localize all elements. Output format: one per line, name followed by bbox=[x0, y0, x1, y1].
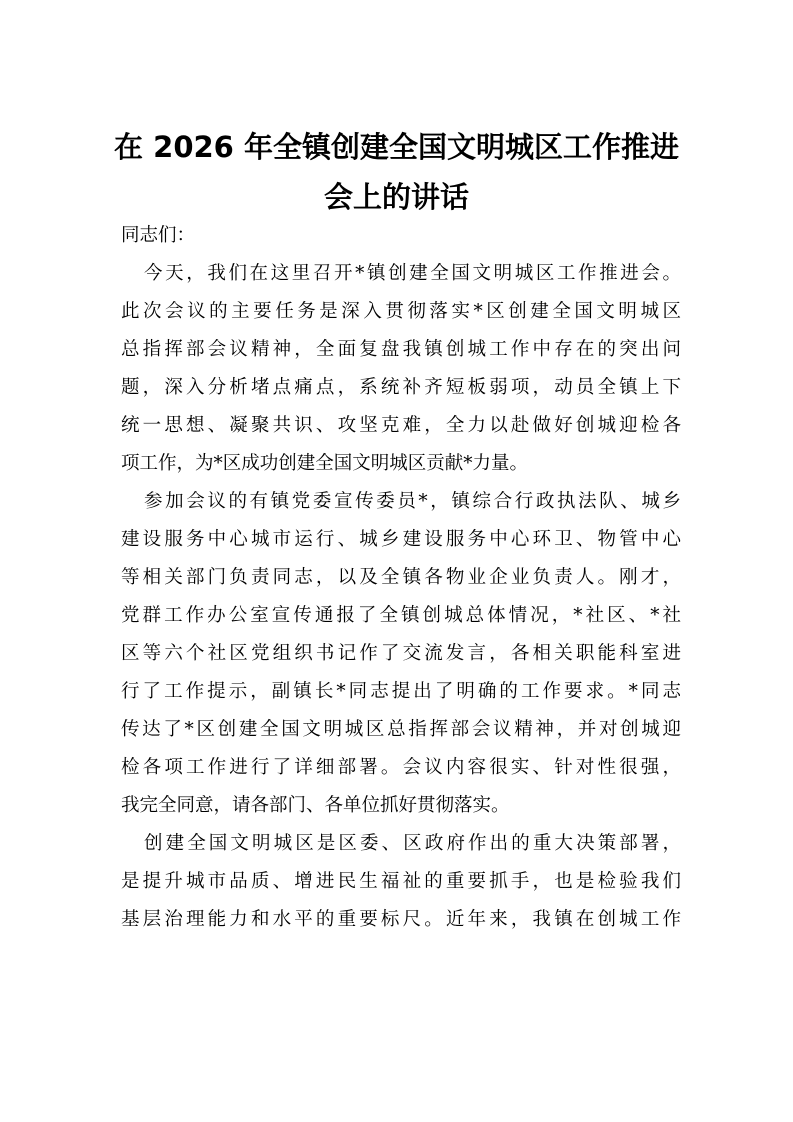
paragraph-1-line-4: 题，深入分析堵点痛点，系统补齐短板弱项，动员全镇上下 bbox=[121, 377, 681, 398]
paragraph-2-line-2: 建设服务中心城市运行、城乡建设服务中心环卫、物管中心 bbox=[121, 529, 681, 550]
paragraph-1-line-6: 项工作，为*区成功创建全国文明城区贡献*力量。 bbox=[121, 453, 529, 474]
paragraph-2-line-8: 检各项工作进行了详细部署。会议内容很实、针对性很强， bbox=[121, 757, 681, 778]
paragraph-2-line-9: 我完全同意，请各部门、各单位抓好贯彻落实。 bbox=[121, 795, 510, 816]
paragraph-1-line-3: 总指挥部会议精神，全面复盘我镇创城工作中存在的突出问 bbox=[121, 339, 681, 360]
document-title-line-2: 会上的讲话 bbox=[323, 180, 469, 214]
paragraph-2-line-5: 区等六个社区党组织书记作了交流发言，各相关职能科室进 bbox=[121, 643, 681, 664]
paragraph-2-line-4: 党群工作办公室宣传通报了全镇创城总体情况，*社区、*社 bbox=[121, 605, 681, 626]
paragraph-1-line-5: 统一思想、凝聚共识、攻坚克难，全力以赴做好创城迎检各 bbox=[121, 415, 681, 436]
paragraph-2-line-6: 行了工作提示，副镇长*同志提出了明确的工作要求。*同志 bbox=[121, 681, 681, 702]
paragraph-2-line-1: 参加会议的有镇党委宣传委员*，镇综合行政执法队、城乡 bbox=[144, 491, 681, 512]
paragraph-2-line-7: 传达了*区创建全国文明城区总指挥部会议精神，并对创城迎 bbox=[121, 719, 681, 740]
paragraph-1-line-2: 此次会议的主要任务是深入贯彻落实*区创建全国文明城区 bbox=[121, 301, 681, 322]
paragraph-3-line-2: 是提升城市品质、增进民生福祉的重要抓手，也是检验我们 bbox=[121, 871, 681, 892]
paragraph-2-line-3: 等相关部门负责同志，以及全镇各物业企业负责人。刚才， bbox=[121, 567, 681, 588]
paragraph-3-line-3: 基层治理能力和水平的重要标尺。近年来，我镇在创城工作 bbox=[121, 909, 681, 930]
salutation: 同志们： bbox=[121, 225, 196, 246]
paragraph-1-line-1: 今天，我们在这里召开*镇创建全国文明城区工作推进会。 bbox=[144, 263, 681, 284]
document-title-line-1: 在 2026 年全镇创建全国文明城区工作推进 bbox=[114, 130, 679, 164]
paragraph-3-line-1: 创建全国文明城区是区委、区政府作出的重大决策部署， bbox=[144, 833, 681, 854]
